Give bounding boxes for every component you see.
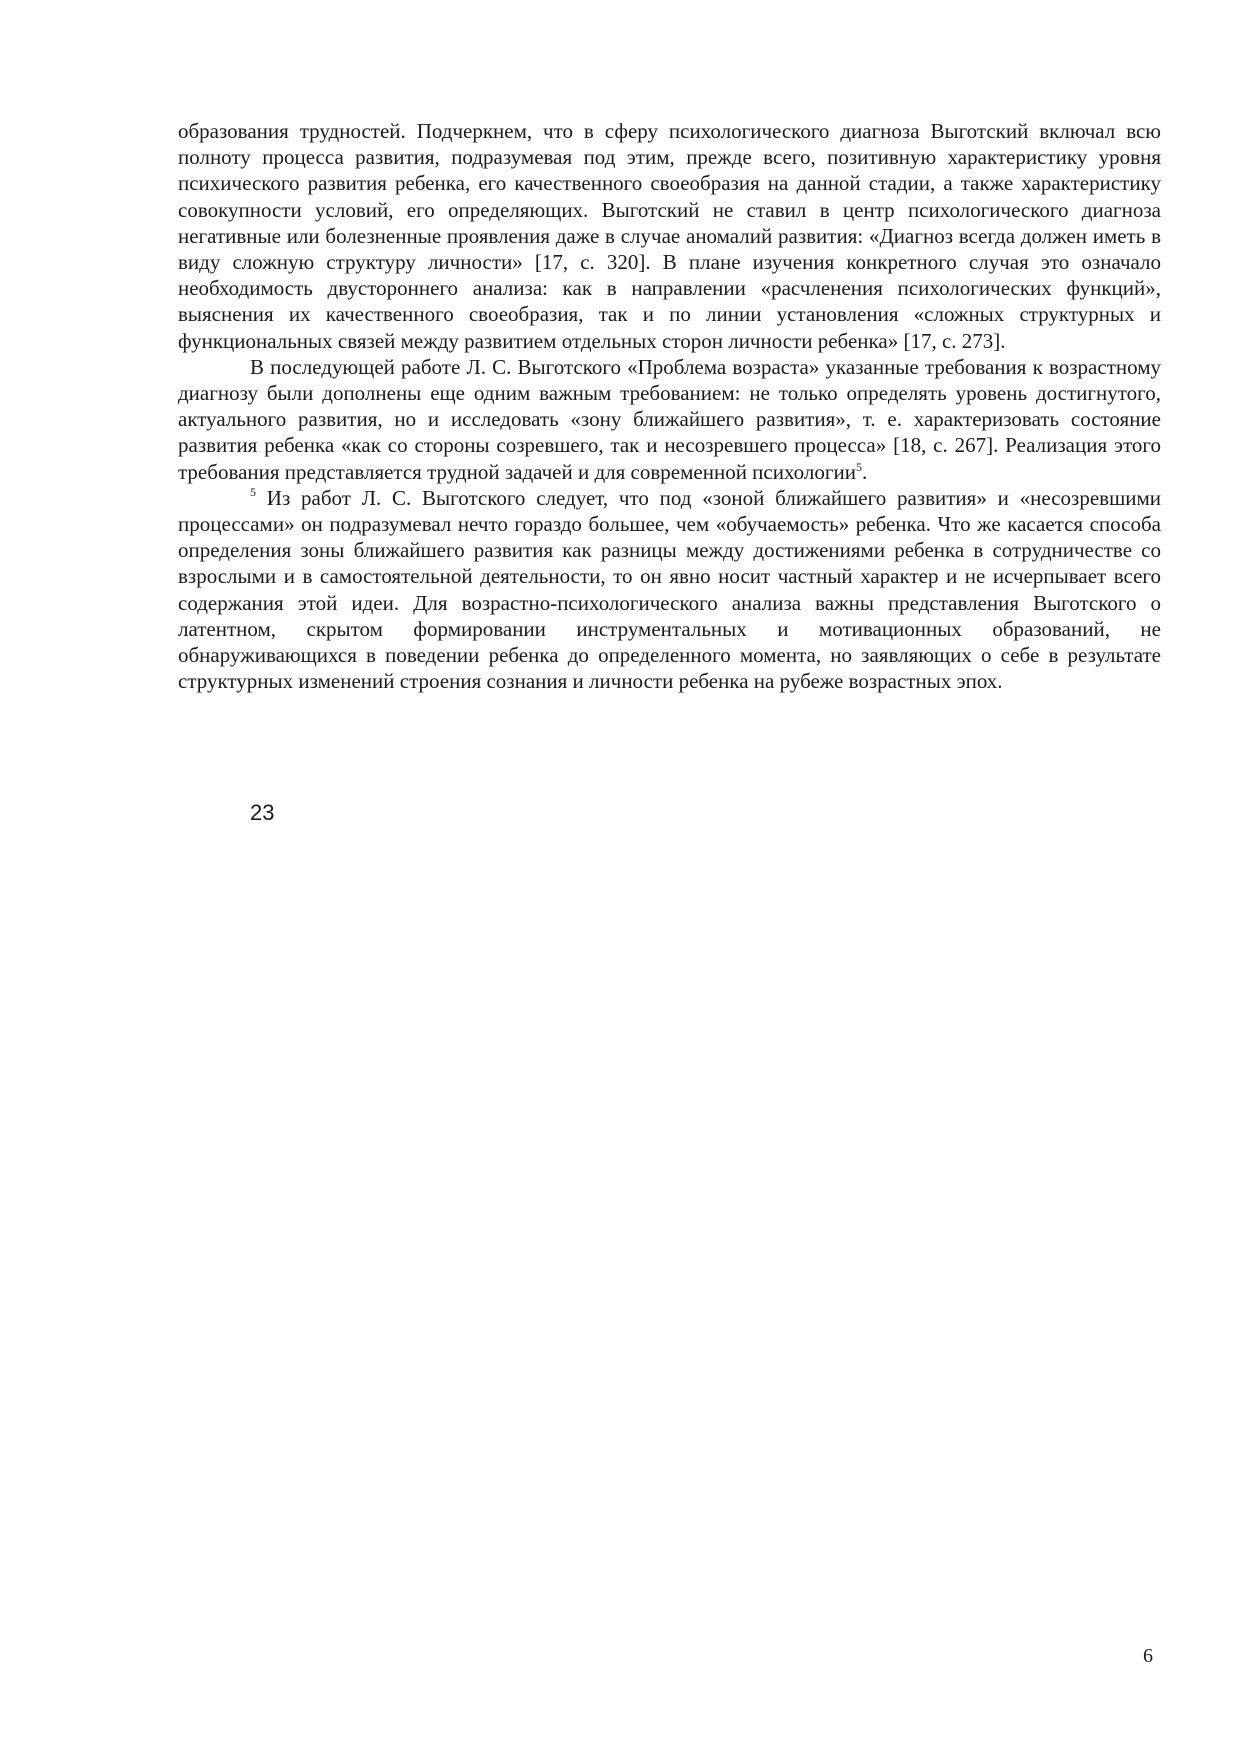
footnote-marker: 5 (250, 484, 256, 499)
footnote-text: Из работ Л. С. Выготского следует, что под «зоной ближайшего развития» и «несозревшими процессами» он подразумевал нечто гораздо большее, чем «обучаемость» ребенка. Что же касается способа определения зоны ближайшего развития как разницы между достижениями ребенка в сотрудничестве со взрослыми и в самостоятельной деятельности, то он явно носит частный характер и не исчерпывает всего содержания этой идеи. Для возрастно-психологического анализа важны представления Выготского о латентном, скрытом формировании инструментальных и мотивационных образований, не обнаруживающихся в поведении ребенка до определенного момента, но заявляющих о себе в результате структурных изменений строения сознания и личности ребенка на рубеже возрастных эпох. (178, 485, 1161, 694)
footnote-reference: 5 (855, 459, 862, 474)
inline-page-number: 23 (250, 800, 275, 825)
document-body (178, 118, 1161, 694)
paragraph-2-end: . (861, 459, 868, 484)
paragraph-2 (178, 354, 1161, 485)
paragraph-1: образования трудностей. Подчеркнем, что в сферу психологического диагноза Выготский включал всю полноту процесса развития, подразумевая под этим, прежде всего, позитивную характеристику уровня психического развития ребенка, его качественного своеобразия на данной стадии, а также характеристику совокупности условий, его определяющих. Выготский не ставил в центр психологического диагноза негативные или болезненные проявления даже в случае аномалий развития: «Диагноз всегда должен иметь в виду сложную структуру личности» [17, с. 320]. В плане изучения конкретного случая это означало необходимость двустороннего анализа: как в направлении «расчленения психологических функций», выяснения их качественного своеобразия, так и по линии установления «сложных структурных и функциональных связей между развитием отдельных сторон личности ребенка» [17, с. 273]. (178, 119, 1161, 353)
page-number: 6 (1143, 1645, 1153, 1667)
paragraph-2-text: В последующей работе Л. С. Выготского «Проблема возраста» указанные требования к возрастному диагнозу были дополнены еще одним важным требованием: не только определять уровень достигнутого, актуального развития, но и исследовать «зону ближайшего развития», т. е. характеризовать состояние развития ребенка «как со стороны созревшего, так и несозревшего процесса» [18, с. 267]. Реализация этого требования представляется трудной задачей и для современной психологии (178, 354, 1161, 484)
footnote (178, 485, 1161, 695)
